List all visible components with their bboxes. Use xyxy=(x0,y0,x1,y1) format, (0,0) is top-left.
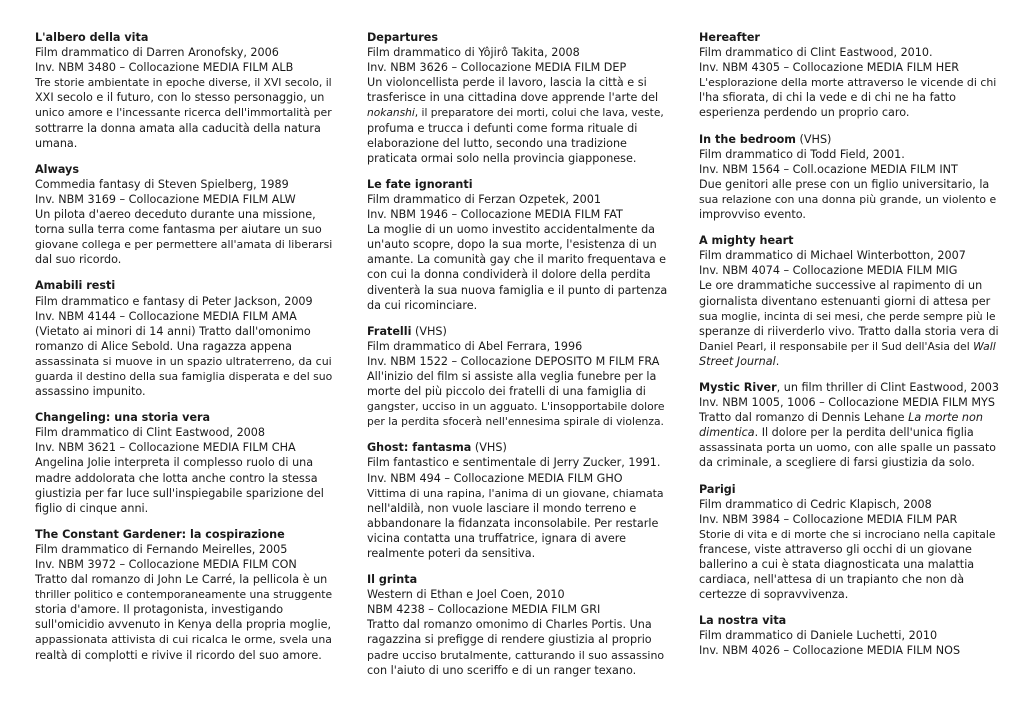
text-segment: cardiaca, nell'attesa di un trapianto che non dà xyxy=(699,573,965,587)
film-detail-line xyxy=(699,410,999,425)
text-segment: sottrarre la donna amata alla caducità della natura xyxy=(35,121,321,135)
text-segment: nell'aldilà, non vuole lasciare il mondo terreno e xyxy=(367,501,637,515)
film-title: Ghost: fantasma xyxy=(367,441,472,455)
film-detail-line xyxy=(35,425,335,440)
film-title: In the bedroom xyxy=(699,132,796,146)
film-detail-line xyxy=(35,486,335,501)
film-detail-line xyxy=(35,294,335,309)
film-heading xyxy=(699,132,999,147)
film-detail-line xyxy=(367,222,667,237)
film-detail-line xyxy=(699,263,999,278)
film-heading xyxy=(367,177,667,192)
film-detail-line xyxy=(699,557,999,572)
film-heading xyxy=(367,440,667,455)
film-detail-line xyxy=(367,136,667,151)
text-segment: Inv. NBM 494 – Collocazione MEDIA FILM GHO xyxy=(367,471,623,485)
film-heading xyxy=(699,482,999,497)
film-entry xyxy=(35,278,335,399)
film-entry xyxy=(35,30,335,151)
film-detail-line xyxy=(367,283,667,298)
film-detail-line xyxy=(367,632,667,647)
film-entry xyxy=(367,177,667,313)
text-segment: (Vietato ai minori di 14 anni) Tratto dall'omonimo xyxy=(35,324,311,338)
text-segment: figlio di cinque anni. xyxy=(35,501,149,515)
text-segment: amante. La comunità gay che il marito frequentava e xyxy=(367,253,667,267)
film-detail-line xyxy=(367,90,667,105)
text-segment: Film fantastico e sentimentale di Jerry Zucker, 1991. xyxy=(367,456,661,470)
film-detail-line xyxy=(35,648,335,663)
film-detail-line xyxy=(35,501,335,516)
text-segment: da cui ricominciare. xyxy=(367,298,478,312)
film-detail-line xyxy=(35,542,335,557)
italic-text: Street Journal xyxy=(699,354,776,368)
text-segment: Inv. NBM 4074 – Collocazione MEDIA FILM MIG xyxy=(699,264,958,278)
text-segment: elaborazione del lutto, secondo una tradizione xyxy=(367,136,627,150)
film-detail-line xyxy=(35,177,335,192)
film-entry xyxy=(699,613,999,658)
text-segment: Un violoncellista perde il lavoro, lascia la città e si xyxy=(367,76,647,90)
film-heading xyxy=(367,324,667,339)
film-detail-line xyxy=(699,60,999,75)
text-segment: con cui la donna condividerà il dolore della perdita xyxy=(367,268,651,282)
film-detail-line xyxy=(35,324,335,339)
film-title: Amabili resti xyxy=(35,279,116,293)
text-segment: realtà di complotti e rivive il ricordo del suo amore. xyxy=(35,648,322,662)
film-detail-line xyxy=(367,384,667,399)
text-segment: Inv. NBM 3984 – Collocazione MEDIA FILM PAR xyxy=(699,512,958,526)
film-title: Always xyxy=(35,162,79,176)
text-segment: Tratto dal romanzo di John Le Carré, la pellicola è un xyxy=(35,573,328,587)
text-segment: ragazzina si prefigge di rendere giustizia al proprio xyxy=(367,633,652,647)
film-detail-line xyxy=(699,45,999,60)
text-segment: Inv. NBM 1005, 1006 – Collocazione MEDIA FILM MYS xyxy=(699,396,995,410)
film-detail-line xyxy=(35,136,335,151)
text-segment: romanzo di Alice Sebold. Una ragazza appena xyxy=(35,339,292,353)
film-title: Le fate ignoranti xyxy=(367,177,473,191)
text-segment: La moglie di un uomo investito accidentalmente da xyxy=(367,223,656,237)
film-detail-line xyxy=(367,399,667,414)
text-segment: giustizia per far luce sull'inspiegabile sparizione del xyxy=(35,486,324,500)
text-segment: Tre storie ambientate in epoche diverse, il XVI secolo, il xyxy=(35,76,332,90)
film-detail-line xyxy=(35,207,335,222)
text-segment: , il preparatore dei morti, colui che lava, veste, xyxy=(414,106,664,120)
film-detail-line xyxy=(35,222,335,237)
text-segment: speranze di riiverderlo vivo. Tratto dalla storia vera di xyxy=(699,324,999,338)
film-heading xyxy=(367,30,667,45)
film-heading xyxy=(35,410,335,425)
film-title: Fratelli xyxy=(367,324,412,338)
film-detail-line xyxy=(35,587,335,602)
text-segment: NBM 4238 – Collocazione MEDIA FILM GRI xyxy=(367,603,601,617)
film-detail-line xyxy=(699,395,999,410)
italic-text: dimentica xyxy=(699,426,755,440)
film-detail-line xyxy=(367,267,667,282)
film-entry xyxy=(699,482,999,603)
film-detail-line xyxy=(367,45,667,60)
text-segment: Film drammatico di Ferzan Ozpetek, 2001 xyxy=(367,192,601,206)
text-segment: Commedia fantasy di Steven Spielberg, 1989 xyxy=(35,177,289,191)
film-detail-line xyxy=(35,339,335,354)
text-segment: appassionata attivista di cui ricalca le orme, svela una xyxy=(35,633,332,647)
film-heading xyxy=(35,527,335,542)
film-heading xyxy=(35,162,335,177)
film-detail-line xyxy=(35,369,335,384)
text-segment: Film drammatico di Clint Eastwood, 2008 xyxy=(35,426,266,440)
text-segment: . xyxy=(775,354,780,368)
film-detail-line xyxy=(699,440,999,455)
text-segment: assassinata si muove in un spazio ultraterreno, da cui xyxy=(35,354,332,368)
film-detail-line xyxy=(699,587,999,602)
text-segment: Tratto dal romanzo di Dennis Lehane xyxy=(699,411,909,425)
film-detail-line xyxy=(35,192,335,207)
text-segment: guarda il destino della sua famiglia disperata e del suo xyxy=(35,369,333,383)
text-segment: giornalista diventano estenuanti giorni di attesa per xyxy=(699,294,991,308)
film-detail-line xyxy=(699,147,999,162)
film-detail-line xyxy=(367,602,667,617)
text-segment: Angelina Jolie interpreta il complesso ruolo di una xyxy=(35,456,314,470)
catalog-column-1 xyxy=(35,30,335,674)
text-segment: Inv. NBM 3626 – Collocazione MEDIA FILM DEP xyxy=(367,61,627,75)
film-title: L'albero della vita xyxy=(35,31,149,44)
film-detail-line xyxy=(367,298,667,313)
text-segment: realmente poteri da sensitiva. xyxy=(367,547,536,560)
film-detail-line xyxy=(699,278,999,293)
film-detail-line xyxy=(35,471,335,486)
film-heading xyxy=(699,613,999,628)
film-detail-line xyxy=(35,384,335,399)
film-detail-line xyxy=(699,628,999,643)
text-segment: XXI secolo e il futuro, con lo stesso personaggio, un xyxy=(35,91,325,105)
film-detail-line xyxy=(35,557,335,572)
film-title: Changeling: una storia vera xyxy=(35,411,211,425)
text-segment: torna sulla terra come fantasma per aiutare un suo xyxy=(35,223,322,237)
film-entry xyxy=(699,233,999,369)
film-heading xyxy=(699,380,999,395)
text-segment: assassino impunito. xyxy=(35,385,146,399)
film-detail-line xyxy=(699,248,999,263)
film-detail-line xyxy=(367,486,667,501)
film-detail-line xyxy=(367,237,667,252)
text-segment: All'inizio del film si assiste alla veglia funebre per la xyxy=(367,369,657,383)
text-segment: Film drammatico di Michael Winterbotton, 2007 xyxy=(699,249,966,263)
film-title: Hereafter xyxy=(699,31,760,44)
text-segment: Inv. NBM 1564 – Coll.ocazione MEDIA FILM INT xyxy=(699,162,958,176)
text-segment: Film drammatico e fantasy di Peter Jackson, 2009 xyxy=(35,294,313,308)
film-entry xyxy=(367,572,667,678)
film-detail-line xyxy=(699,425,999,440)
text-segment: improvviso evento. xyxy=(699,208,806,222)
film-detail-line xyxy=(367,207,667,222)
text-segment: ballerino a cui è stata diagnosticata una malattia xyxy=(699,558,975,571)
text-segment: praticata ormai solo nella provincia giapponese. xyxy=(367,151,637,165)
film-detail-line xyxy=(367,531,667,546)
text-segment: sua moglie, incinta di sei mesi, che perde sempre più le xyxy=(699,309,996,323)
film-detail-line xyxy=(699,294,999,309)
film-detail-line xyxy=(367,151,667,166)
film-detail-line xyxy=(699,455,999,470)
film-detail-line xyxy=(699,75,999,90)
text-segment: Film drammatico di Abel Ferrara, 1996 xyxy=(367,339,583,353)
film-detail-line xyxy=(35,440,335,455)
film-detail-line xyxy=(367,648,667,663)
text-segment: thriller politico e contemporaneamente una struggente xyxy=(35,588,333,602)
film-detail-line xyxy=(367,60,667,75)
italic-text: Wall xyxy=(973,339,996,353)
italic-text: nokanshi xyxy=(367,106,415,120)
text-segment: giovane collega e per permettere all'amata di liberarsi xyxy=(35,238,333,252)
film-detail-line xyxy=(367,546,667,561)
film-title: Parigi xyxy=(699,482,736,496)
film-title: Il grinta xyxy=(367,573,418,587)
film-detail-line xyxy=(35,572,335,587)
text-segment: Inv. NBM 4305 – Collocazione MEDIA FILM HER xyxy=(699,61,960,75)
film-entry xyxy=(367,30,667,166)
text-segment: sua relazione con una donna più grande, un violento e xyxy=(699,192,997,206)
film-detail-line xyxy=(35,75,335,90)
catalog-column-2 xyxy=(367,30,667,689)
text-segment: Inv. NBM 3480 – Collocazione MEDIA FILM ALB xyxy=(35,61,294,75)
film-entry xyxy=(367,324,667,430)
film-detail-line xyxy=(699,324,999,339)
film-detail-line xyxy=(699,309,999,324)
text-segment: assassinata porta un uomo, con alle spalle un passato xyxy=(699,441,996,455)
film-detail-line xyxy=(699,354,999,369)
text-segment: dal suo ricordo. xyxy=(35,253,122,267)
film-detail-line xyxy=(367,252,667,267)
film-title-note: (VHS) xyxy=(795,132,832,146)
text-segment: esperienza perdendo un proprio caro. xyxy=(699,106,910,120)
text-segment: Inv. NBM 3169 – Collocazione MEDIA FILM ALW xyxy=(35,192,296,206)
text-segment: certezze di sopravvivenza. xyxy=(699,588,849,602)
text-segment: vicina contatta una truffatrice, ignara di avere xyxy=(367,531,627,545)
film-detail-line xyxy=(699,207,999,222)
text-segment: gangster, ucciso in un agguato. L'insopportabile dolore xyxy=(367,400,665,414)
film-detail-line xyxy=(699,162,999,177)
text-segment: unico amore e l'incessante ricerca dell'immortalità per xyxy=(35,106,332,120)
film-entry xyxy=(699,30,999,121)
text-segment: L'esplorazione della morte attraverso le vicende di chi xyxy=(699,76,997,90)
film-detail-line xyxy=(35,632,335,647)
film-title-note: (VHS) xyxy=(471,441,507,455)
film-detail-line xyxy=(35,90,335,105)
film-detail-line xyxy=(367,501,667,516)
text-segment: per la perdita sfocerà nell'ennesima spirale di violenza. xyxy=(367,415,664,429)
film-detail-line xyxy=(35,252,335,267)
film-title: A mighty heart xyxy=(699,234,794,248)
film-detail-line xyxy=(35,105,335,120)
text-segment: morte del più piccolo dei fratelli di una famiglia di xyxy=(367,385,646,399)
text-segment: diventerà la sua nuova famiglia e il punto di partenza xyxy=(367,283,668,297)
film-heading xyxy=(367,572,667,587)
text-segment: Inv. NBM 3621 – Collocazione MEDIA FILM CHA xyxy=(35,441,296,455)
text-segment: padre ucciso brutalmente, catturando il suo assassino xyxy=(367,648,665,662)
text-segment: Storie di vita e di morte che si incrociano nella capitale xyxy=(699,527,996,541)
film-detail-line xyxy=(367,354,667,369)
text-segment: storia d'amore. Il protagonista, investigando xyxy=(35,603,284,617)
film-detail-line xyxy=(367,105,667,120)
film-title: The Constant Gardener: la cospirazione xyxy=(35,527,285,541)
film-detail-line xyxy=(35,309,335,324)
text-segment: Un pilota d'aereo deceduto durante una missione, xyxy=(35,208,316,222)
film-detail-line xyxy=(699,497,999,512)
film-detail-line xyxy=(367,471,667,486)
text-segment: l'ha sfiorata, di chi la vede e di chi ne ha fatto xyxy=(699,91,957,105)
film-detail-line xyxy=(367,587,667,602)
film-detail-line xyxy=(35,617,335,632)
film-detail-line xyxy=(35,121,335,136)
film-detail-line xyxy=(699,542,999,557)
text-segment: umana. xyxy=(35,136,78,150)
film-detail-line xyxy=(699,527,999,542)
text-segment: abbandonare la fidanzata inconsolabile. Per restarle xyxy=(367,516,659,530)
film-detail-line xyxy=(35,45,335,60)
text-segment: Daniel Pearl, il responsabile per il Sud dell'Asia del xyxy=(699,339,974,353)
film-heading xyxy=(699,30,999,45)
film-title-note: (VHS) xyxy=(411,324,447,338)
text-segment: madre addolorata che lotta anche contro la stessa xyxy=(35,471,318,485)
film-entry xyxy=(699,380,999,471)
text-segment: trasferisce in una cittadina dove apprende l'arte del xyxy=(367,91,659,105)
text-segment: Inv. NBM 1522 – Collocazione DEPOSITO M FILM FRA xyxy=(367,354,660,368)
film-detail-line xyxy=(699,339,999,354)
film-title: Departures xyxy=(367,31,439,44)
film-detail-line xyxy=(367,75,667,90)
text-segment: Film drammatico di Daniele Luchetti, 2010 xyxy=(699,629,938,643)
text-segment: Le ore drammatiche successive al rapimento di un xyxy=(699,279,983,293)
film-detail-line xyxy=(699,512,999,527)
film-detail-line xyxy=(699,105,999,120)
text-segment: Inv. NBM 4026 – Collocazione MEDIA FILM NOS xyxy=(699,644,961,658)
film-heading xyxy=(35,30,335,45)
film-detail-line xyxy=(35,60,335,75)
text-segment: un'auto scopre, dopo la sua morte, l'esistenza di un xyxy=(367,238,657,252)
text-segment: Film drammatico di Clint Eastwood, 2010. xyxy=(699,46,933,60)
film-detail-line xyxy=(699,192,999,207)
text-segment: Film drammatico di Yôjirô Takita, 2008 xyxy=(367,46,580,60)
film-entry xyxy=(367,440,667,561)
film-detail-line xyxy=(367,617,667,632)
film-title: Mystic River xyxy=(699,380,777,394)
film-detail-line xyxy=(367,516,667,531)
text-segment: Inv. NBM 4144 – Collocazione MEDIA FILM AMA xyxy=(35,309,297,323)
text-segment: francese, viste attraverso gli occhi di un giovane xyxy=(699,542,972,556)
film-detail-line xyxy=(699,177,999,192)
text-segment: Tratto dal romanzo omonimo di Charles Portis. Una xyxy=(367,618,652,632)
film-detail-line xyxy=(367,455,667,470)
film-detail-line xyxy=(699,572,999,587)
film-detail-line xyxy=(699,643,999,658)
text-segment: da criminale, a scegliere di farsi giustizia da solo. xyxy=(699,456,975,470)
film-detail-line xyxy=(367,663,667,678)
film-detail-line xyxy=(35,354,335,369)
film-entry xyxy=(699,132,999,223)
text-segment: Film drammatico di Todd Field, 2001. xyxy=(699,147,905,161)
text-segment: Due genitori alle prese con un figlio universitario, la xyxy=(699,177,990,191)
film-entry xyxy=(35,527,335,663)
catalog-column-3 xyxy=(699,30,999,670)
film-title: La nostra vita xyxy=(699,614,787,628)
text-segment: Film drammatico di Fernando Meirelles, 2005 xyxy=(35,542,288,556)
text-segment: Inv. NBM 3972 – Collocazione MEDIA FILM CON xyxy=(35,558,297,571)
film-detail-line xyxy=(367,339,667,354)
film-detail-line xyxy=(367,369,667,384)
text-segment: Vittima di una rapina, l'anima di un giovane, chiamata xyxy=(367,486,664,500)
film-entry xyxy=(35,410,335,516)
film-heading xyxy=(699,233,999,248)
film-detail-line xyxy=(35,237,335,252)
text-segment: profuma e trucca i defunti come forma rituale di xyxy=(367,121,638,135)
text-segment: con l'aiuto di uno sceriffo e di un ranger texano. xyxy=(367,663,637,677)
film-detail-line xyxy=(35,602,335,617)
film-detail-line xyxy=(699,90,999,105)
film-detail-line xyxy=(35,455,335,470)
film-entry xyxy=(35,162,335,268)
film-heading xyxy=(35,278,335,293)
text-segment: Film drammatico di Darren Aronofsky, 2006 xyxy=(35,46,279,60)
text-segment: Film drammatico di Cedric Klapisch, 2008 xyxy=(699,497,932,511)
film-detail-line xyxy=(367,192,667,207)
film-detail-line xyxy=(367,121,667,136)
text-segment: . Il dolore per la perdita dell'unica figlia xyxy=(754,426,974,440)
text-segment: sull'omicidio avvenuto in Kenya della propria moglie, xyxy=(35,618,332,632)
film-title-note: , un film thriller di Clint Eastwood, 2003 xyxy=(776,380,1000,394)
film-detail-line xyxy=(367,414,667,429)
italic-text: La morte non xyxy=(908,411,983,425)
text-segment: Western di Ethan e Joel Coen, 2010 xyxy=(367,588,565,602)
text-segment: Inv. NBM 1946 – Collocazione MEDIA FILM FAT xyxy=(367,208,623,222)
